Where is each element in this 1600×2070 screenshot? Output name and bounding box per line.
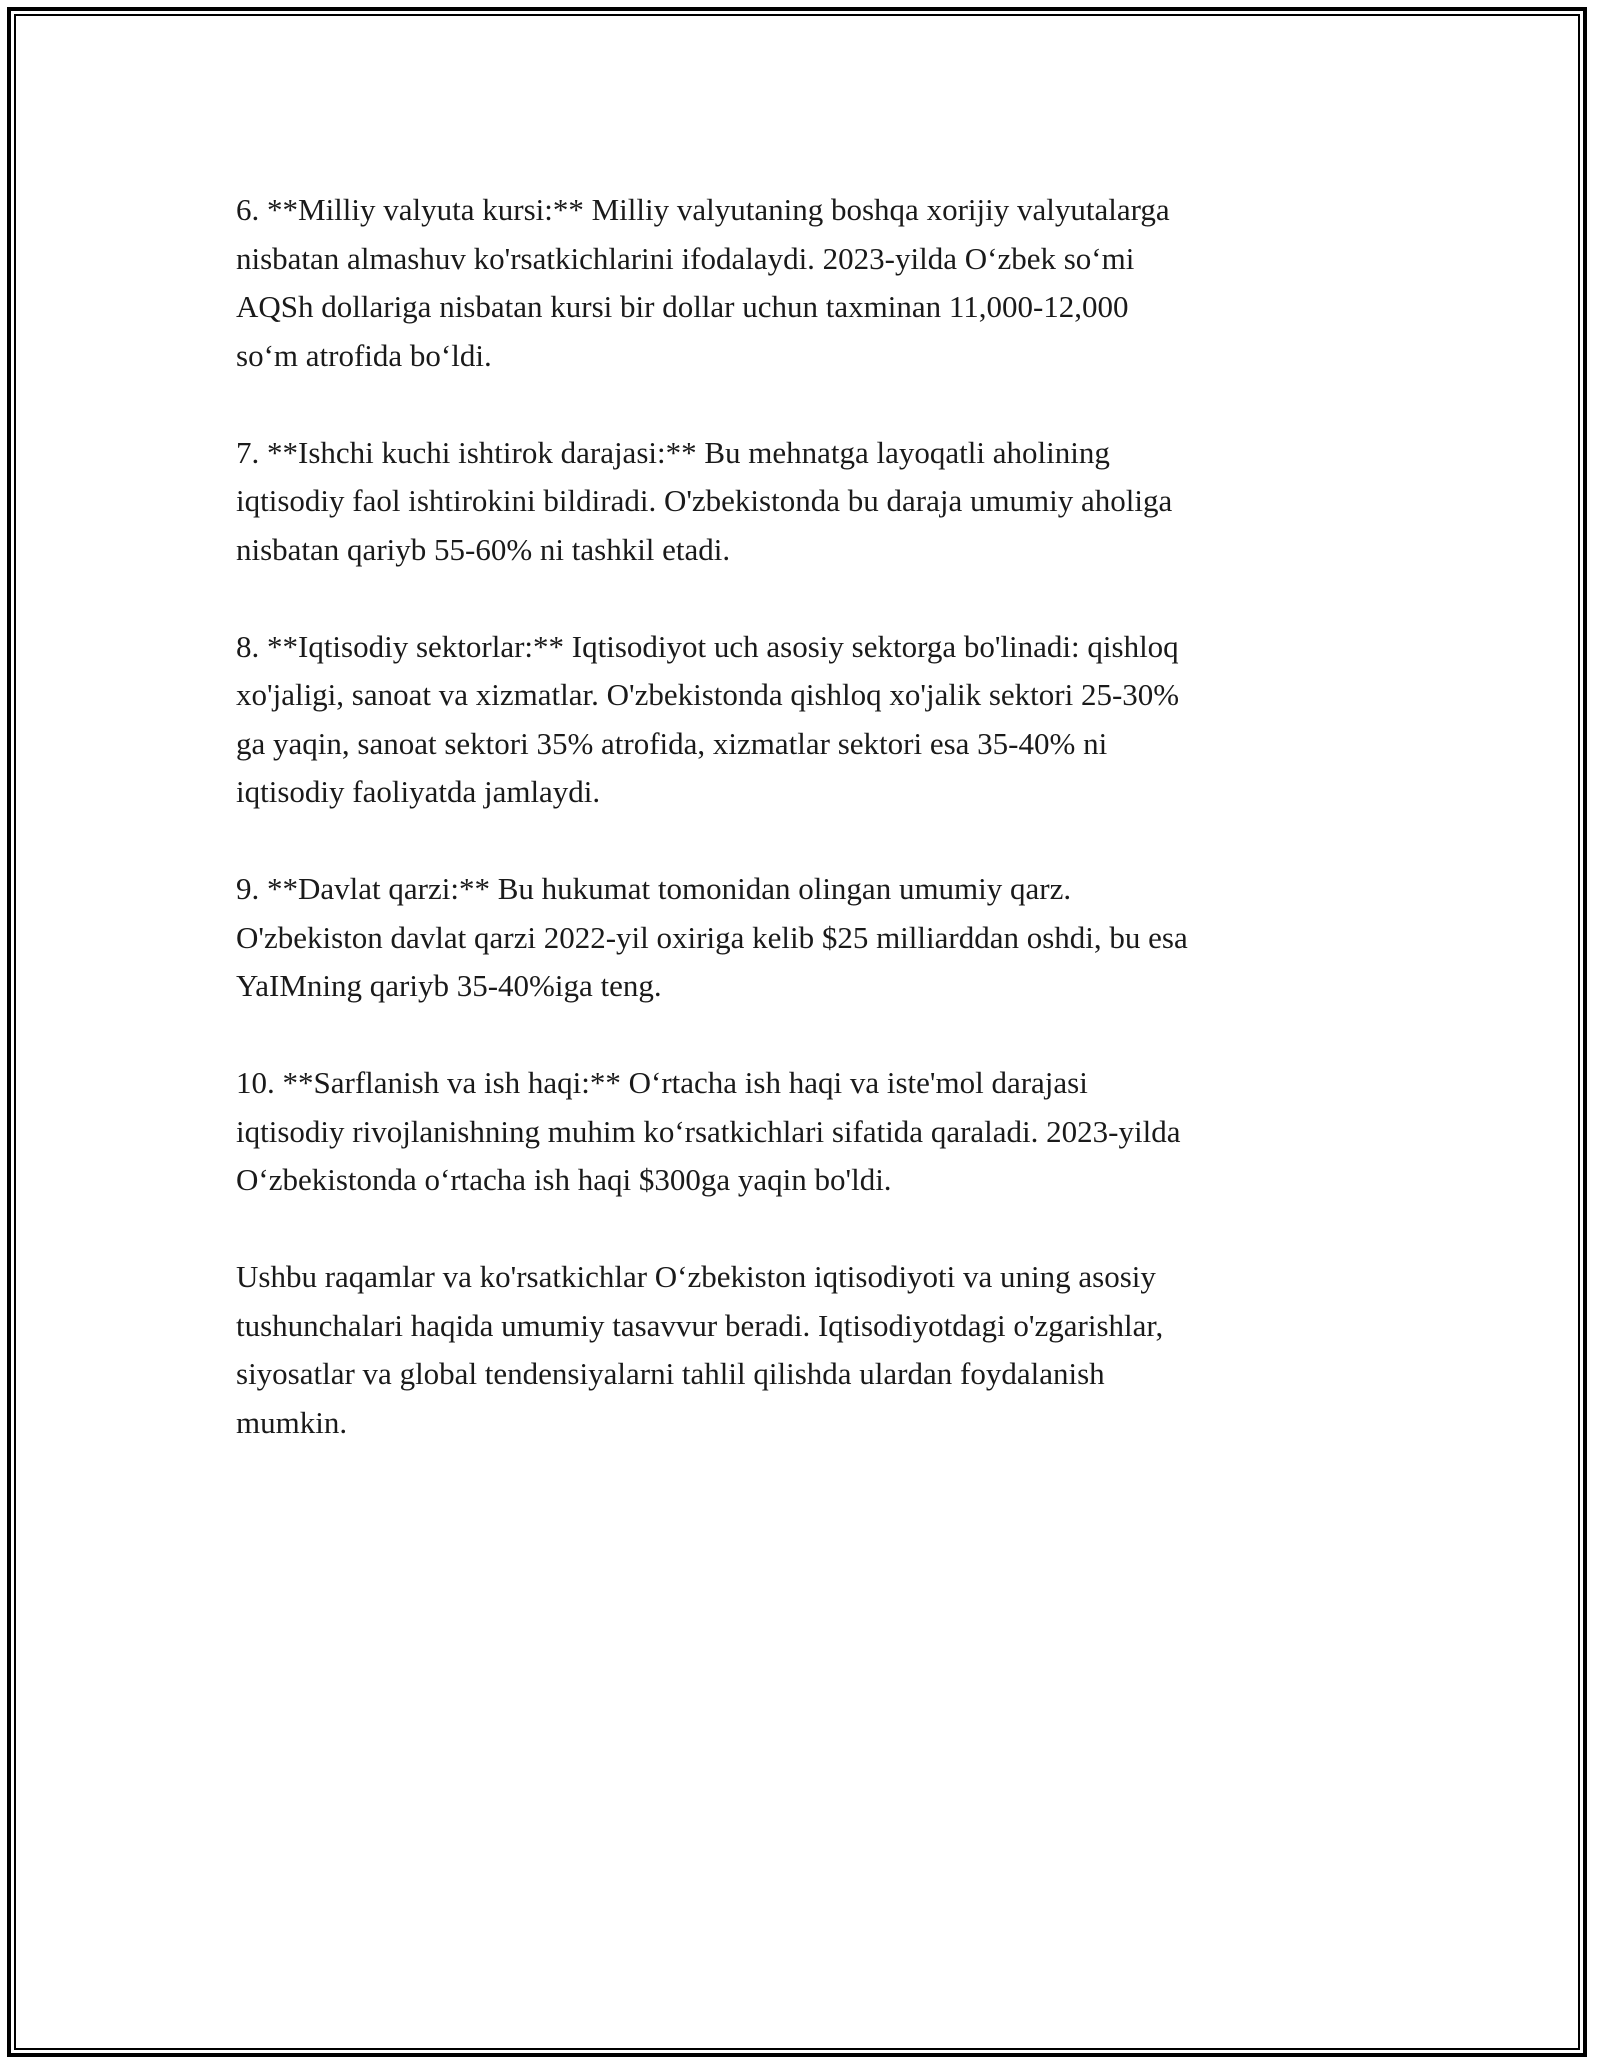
paragraph-conclusion: Ushbu raqamlar va ko'rsatkichlar O‘zbekiston iqtisodiyoti va uning asosiy tushunchalari haqida umumiy tasavvur beradi. Iqtisodiyotdagi o'zgarishlar, siyosatlar va global tendensiyalarni tahlil qilishda ulardan foydalanish mumkin. xyxy=(236,1259,1164,1440)
paragraph-public-debt: 9. **Davlat qarzi:** Bu hukumat tomonidan olingan umumiy qarz. O'zbekiston davlat qarzi 2022-yil oxiriga kelib $25 milliarddan oshdi, bu esa YaIMning qariyb 35-40%iga teng. xyxy=(236,871,1188,1003)
document-body xyxy=(236,186,1386,1496)
paragraph-exchange-rate: 6. **Milliy valyuta kursi:** Milliy valyutaning boshqa xorijiy valyutalarga nisbatan almashuv ko'rsatkichlarini ifodalaydi. 2023-yilda O‘zbek so‘mi AQSh dollariga nisbatan kursi bir dollar uchun taxminan 11,000-12,000 so‘m atrofida bo‘ldi. xyxy=(236,192,1170,373)
paragraph-labor-participation: 7. **Ishchi kuchi ishtirok darajasi:** Bu mehnatga layoqatli aholining iqtisodiy faol ishtirokini bildiradi. O'zbekistonda bu daraja umumiy aholiga nisbatan qariyb 55-60% ni tashkil etadi. xyxy=(236,434,1173,567)
paragraph-spending-wages: 10. **Sarflanish va ish haqi:** O‘rtacha ish haqi va iste'mol darajasi iqtisodiy rivojlanishning muhim ko‘rsatkichlari sifatida qaraladi. 2023-yilda O‘zbekistonda o‘rtacha ish haqi $300ga yaqin bo'ldi. xyxy=(236,1065,1181,1197)
paragraph-economic-sectors: 8. **Iqtisodiy sektorlar:** Iqtisodiyot uch asosiy sektorga bo'linadi: qishloq xo'jaligi, sanoat va xizmatlar. O'zbekistonda qishloq xo'jalik sektori 25-30% ga yaqin, sanoat sektori 35% atrofida, xizmatlar sektori esa 35-40% ni iqtisodiy faoliyatda jamlaydi. xyxy=(236,628,1180,809)
